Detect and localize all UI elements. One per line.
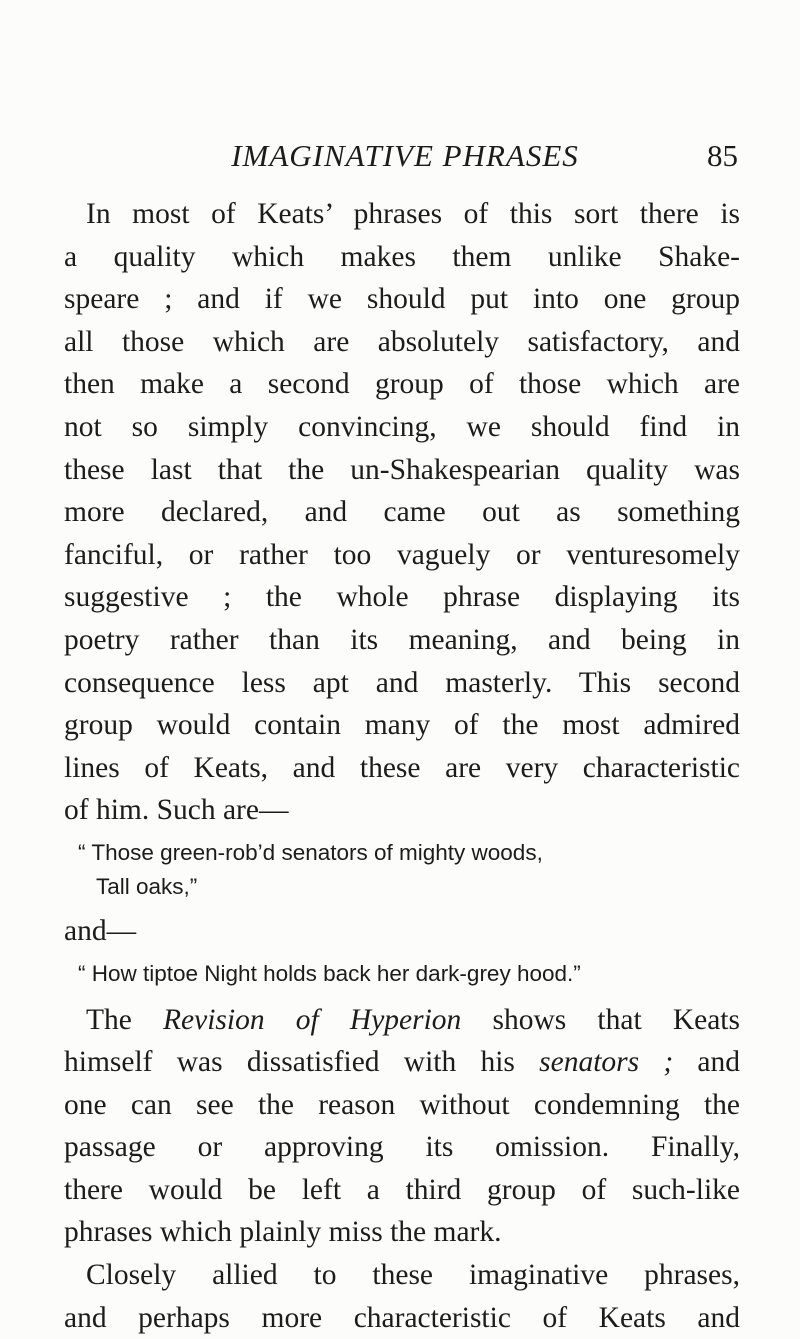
text-line: suggestive ; the whole phrase displaying its <box>64 581 740 614</box>
work-title: Revision of Hyperion <box>163 1003 462 1036</box>
body-text <box>64 193 740 1339</box>
text-line: consequence less apt and masterly. This second <box>64 666 740 699</box>
quotation-2 <box>64 957 740 991</box>
text-line: The Revision of Hyperion shows that Keats <box>86 1003 740 1036</box>
text-line: Closely allied to these imaginative phrases, <box>86 1259 740 1292</box>
text-line: lines of Keats, and these are very characteristic <box>64 751 740 784</box>
quote-line: “ How tiptoe Night holds back her dark-grey hood.” <box>78 960 581 986</box>
text-line: poetry rather than its meaning, and being in <box>64 623 740 656</box>
text-line: of him. Such are— <box>64 794 289 827</box>
emphasis: senators ; <box>539 1046 674 1079</box>
quote-line: Tall oaks,” <box>96 873 198 899</box>
text-line: himself was dissatisfied with his senators ; and <box>64 1046 740 1079</box>
text-line: phrases which plainly miss the mark. <box>64 1216 502 1249</box>
text-line: all those which are absolutely satisfactory, and <box>64 325 740 358</box>
paragraph-1 <box>64 193 740 832</box>
page-number: 85 <box>707 138 738 173</box>
text-line: one can see the reason without condemning the <box>64 1088 740 1121</box>
quote-line: “ Those green-rob’d senators of mighty woods, <box>78 839 543 865</box>
text-line: group would contain many of the most admired <box>64 709 740 742</box>
quotation-1 <box>64 836 740 904</box>
paragraph-3 <box>64 1254 740 1339</box>
text-line: and— <box>64 914 137 947</box>
text-line: there would be left a third group of such-like <box>64 1173 740 1206</box>
running-title: IMAGINATIVE PHRASES <box>231 138 579 173</box>
paragraph-2 <box>64 999 740 1255</box>
text-line: then make a second group of those which are <box>64 368 740 401</box>
text-line: In most of Keats’ phrases of this sort there is <box>86 198 740 230</box>
page-header <box>0 136 800 180</box>
text-line: fanciful, or rather too vaguely or venturesomely <box>64 538 740 571</box>
text-line: and perhaps more characteristic of Keats and <box>64 1301 740 1334</box>
text-line: not so simply convincing, we should find in <box>64 410 740 443</box>
text-line: passage or approving its omission. Finally, <box>64 1131 740 1164</box>
text-line: these last that the un-Shakespearian quality was <box>64 453 740 486</box>
text-line: speare ; and if we should put into one group <box>64 283 740 316</box>
text-line: more declared, and came out as something <box>64 496 740 529</box>
text-line: a quality which makes them unlike Shake- <box>64 240 740 273</box>
